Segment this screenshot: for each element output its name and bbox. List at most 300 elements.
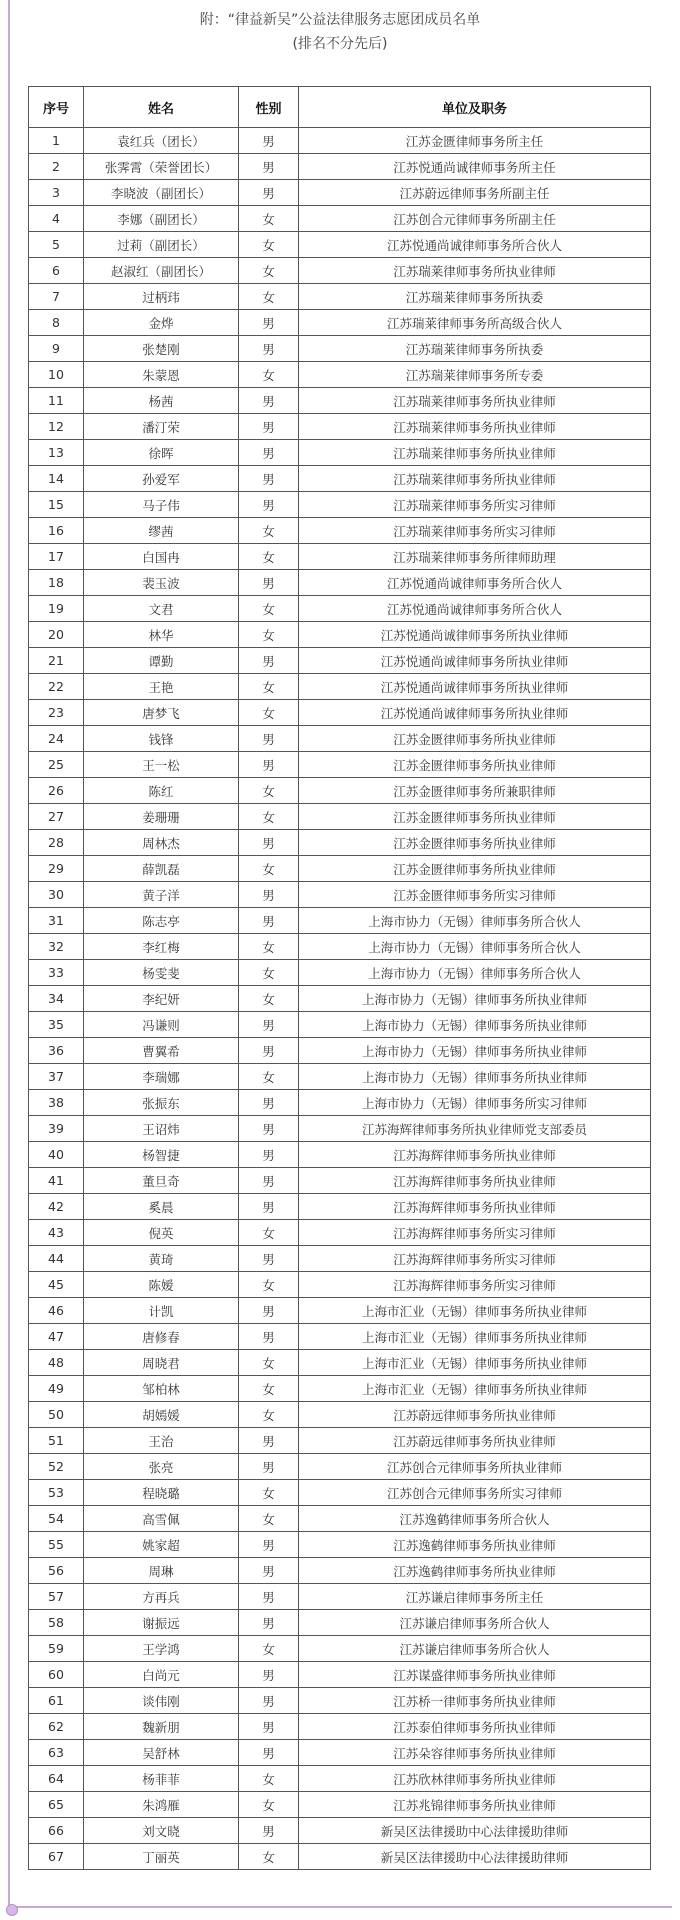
cell-unit-position: 江苏悦通尚诚律师事务所合伙人 bbox=[299, 232, 651, 258]
cell-name: 徐晖 bbox=[84, 440, 239, 466]
cell-index: 64 bbox=[29, 1766, 84, 1792]
table-row bbox=[29, 960, 651, 986]
cell-unit-position: 江苏悦通尚诚律师事务所执业律师 bbox=[299, 674, 651, 700]
cell-unit-position: 江苏悦通尚诚律师事务所主任 bbox=[299, 154, 651, 180]
cell-unit-position: 上海市协力（无锡）律师事务所执业律师 bbox=[299, 1038, 651, 1064]
cell-index: 44 bbox=[29, 1246, 84, 1272]
cell-gender: 男 bbox=[239, 1324, 299, 1350]
cell-unit-position: 江苏瑞莱律师事务所执业律师 bbox=[299, 388, 651, 414]
cell-gender: 女 bbox=[239, 1064, 299, 1090]
cell-index: 46 bbox=[29, 1298, 84, 1324]
cell-unit-position: 江苏金匮律师事务所执业律师 bbox=[299, 830, 651, 856]
table-row bbox=[29, 596, 651, 622]
cell-name: 王一松 bbox=[84, 752, 239, 778]
cell-gender: 女 bbox=[239, 1272, 299, 1298]
cell-gender: 女 bbox=[239, 674, 299, 700]
cell-index: 14 bbox=[29, 466, 84, 492]
table-row bbox=[29, 1792, 651, 1818]
table-row bbox=[29, 414, 651, 440]
table-row bbox=[29, 1402, 651, 1428]
table-row bbox=[29, 778, 651, 804]
cell-unit-position: 上海市协力（无锡）律师事务所执业律师 bbox=[299, 986, 651, 1012]
cell-name: 马子伟 bbox=[84, 492, 239, 518]
table-row bbox=[29, 336, 651, 362]
cell-index: 12 bbox=[29, 414, 84, 440]
cell-unit-position: 江苏悦通尚诚律师事务所执业律师 bbox=[299, 622, 651, 648]
cell-index: 4 bbox=[29, 206, 84, 232]
cell-name: 金烨 bbox=[84, 310, 239, 336]
page-frame-left-border bbox=[8, 0, 10, 1908]
cell-name: 唐修春 bbox=[84, 1324, 239, 1350]
cell-name: 周林杰 bbox=[84, 830, 239, 856]
table-row bbox=[29, 570, 651, 596]
decorative-corner-icon bbox=[6, 1904, 18, 1916]
table-row bbox=[29, 1038, 651, 1064]
cell-name: 胡嫣媛 bbox=[84, 1402, 239, 1428]
cell-name: 李纪妍 bbox=[84, 986, 239, 1012]
cell-index: 67 bbox=[29, 1844, 84, 1870]
cell-unit-position: 江苏逸鹤律师事务所执业律师 bbox=[299, 1532, 651, 1558]
cell-index: 30 bbox=[29, 882, 84, 908]
cell-unit-position: 江苏蔚远律师事务所副主任 bbox=[299, 180, 651, 206]
cell-name: 林华 bbox=[84, 622, 239, 648]
cell-unit-position: 上海市协力（无锡）律师事务所合伙人 bbox=[299, 960, 651, 986]
cell-name: 李瑞娜 bbox=[84, 1064, 239, 1090]
cell-index: 18 bbox=[29, 570, 84, 596]
table-row bbox=[29, 1298, 651, 1324]
cell-gender: 男 bbox=[239, 1298, 299, 1324]
cell-name: 薛凯磊 bbox=[84, 856, 239, 882]
cell-index: 8 bbox=[29, 310, 84, 336]
cell-unit-position: 江苏海辉律师事务所执业律师 bbox=[299, 1142, 651, 1168]
table-row bbox=[29, 1844, 651, 1870]
cell-name: 谢振远 bbox=[84, 1610, 239, 1636]
cell-unit-position: 江苏瑞莱律师事务所专委 bbox=[299, 362, 651, 388]
cell-gender: 女 bbox=[239, 284, 299, 310]
table-row bbox=[29, 154, 651, 180]
cell-index: 65 bbox=[29, 1792, 84, 1818]
cell-gender: 男 bbox=[239, 1142, 299, 1168]
table-row bbox=[29, 1662, 651, 1688]
cell-gender: 男 bbox=[239, 1246, 299, 1272]
cell-unit-position: 江苏金匮律师事务所主任 bbox=[299, 128, 651, 154]
cell-index: 57 bbox=[29, 1584, 84, 1610]
cell-gender: 男 bbox=[239, 1740, 299, 1766]
cell-gender: 男 bbox=[239, 154, 299, 180]
cell-gender: 男 bbox=[239, 648, 299, 674]
cell-name: 王诏炜 bbox=[84, 1116, 239, 1142]
cell-name: 文君 bbox=[84, 596, 239, 622]
cell-unit-position: 上海市汇业（无锡）律师事务所执业律师 bbox=[299, 1324, 651, 1350]
cell-gender: 女 bbox=[239, 518, 299, 544]
cell-name: 张振东 bbox=[84, 1090, 239, 1116]
cell-index: 43 bbox=[29, 1220, 84, 1246]
cell-unit-position: 江苏逸鹤律师事务所合伙人 bbox=[299, 1506, 651, 1532]
cell-name: 奚晨 bbox=[84, 1194, 239, 1220]
table-row bbox=[29, 128, 651, 154]
cell-name: 黄子洋 bbox=[84, 882, 239, 908]
cell-gender: 男 bbox=[239, 310, 299, 336]
table-row bbox=[29, 726, 651, 752]
cell-name: 曹翼希 bbox=[84, 1038, 239, 1064]
cell-index: 17 bbox=[29, 544, 84, 570]
cell-gender: 女 bbox=[239, 934, 299, 960]
cell-unit-position: 江苏悦通尚诚律师事务所执业律师 bbox=[299, 648, 651, 674]
cell-index: 60 bbox=[29, 1662, 84, 1688]
cell-index: 7 bbox=[29, 284, 84, 310]
cell-unit-position: 上海市汇业（无锡）律师事务所执业律师 bbox=[299, 1350, 651, 1376]
cell-index: 11 bbox=[29, 388, 84, 414]
table-row bbox=[29, 1584, 651, 1610]
cell-name: 方再兵 bbox=[84, 1584, 239, 1610]
cell-unit-position: 江苏创合元律师事务所执业律师 bbox=[299, 1454, 651, 1480]
table-row bbox=[29, 674, 651, 700]
cell-name: 张楚刚 bbox=[84, 336, 239, 362]
cell-name: 张亮 bbox=[84, 1454, 239, 1480]
table-row bbox=[29, 700, 651, 726]
cell-name: 杨智捷 bbox=[84, 1142, 239, 1168]
cell-gender: 男 bbox=[239, 440, 299, 466]
cell-gender: 女 bbox=[239, 258, 299, 284]
cell-index: 20 bbox=[29, 622, 84, 648]
cell-name: 冯谦则 bbox=[84, 1012, 239, 1038]
table-row bbox=[29, 1272, 651, 1298]
table-row bbox=[29, 804, 651, 830]
cell-gender: 女 bbox=[239, 544, 299, 570]
cell-gender: 男 bbox=[239, 466, 299, 492]
cell-unit-position: 江苏金匮律师事务所兼职律师 bbox=[299, 778, 651, 804]
cell-index: 33 bbox=[29, 960, 84, 986]
cell-name: 李娜（副团长） bbox=[84, 206, 239, 232]
table-row bbox=[29, 180, 651, 206]
cell-unit-position: 江苏创合元律师事务所实习律师 bbox=[299, 1480, 651, 1506]
cell-gender: 男 bbox=[239, 830, 299, 856]
cell-unit-position: 江苏瑞莱律师事务所执业律师 bbox=[299, 414, 651, 440]
cell-gender: 男 bbox=[239, 180, 299, 206]
table-row bbox=[29, 1350, 651, 1376]
cell-unit-position: 江苏谦启律师事务所合伙人 bbox=[299, 1610, 651, 1636]
cell-unit-position: 江苏金匮律师事务所执业律师 bbox=[299, 752, 651, 778]
cell-name: 杨菲菲 bbox=[84, 1766, 239, 1792]
cell-unit-position: 江苏瑞莱律师事务所实习律师 bbox=[299, 518, 651, 544]
cell-unit-position: 江苏悦通尚诚律师事务所执业律师 bbox=[299, 700, 651, 726]
cell-unit-position: 新吴区法律援助中心法律援助律师 bbox=[299, 1844, 651, 1870]
table-row bbox=[29, 1480, 651, 1506]
table-row bbox=[29, 1012, 651, 1038]
cell-gender: 女 bbox=[239, 1636, 299, 1662]
table-row bbox=[29, 1168, 651, 1194]
cell-index: 59 bbox=[29, 1636, 84, 1662]
cell-unit-position: 江苏海辉律师事务所实习律师 bbox=[299, 1220, 651, 1246]
cell-gender: 女 bbox=[239, 1402, 299, 1428]
cell-index: 5 bbox=[29, 232, 84, 258]
cell-unit-position: 上海市协力（无锡）律师事务所合伙人 bbox=[299, 908, 651, 934]
table-row bbox=[29, 544, 651, 570]
cell-unit-position: 江苏桥一律师事务所执业律师 bbox=[299, 1688, 651, 1714]
table-row bbox=[29, 1714, 651, 1740]
cell-name: 裴玉波 bbox=[84, 570, 239, 596]
table-row bbox=[29, 622, 651, 648]
table-body bbox=[29, 128, 651, 1870]
cell-gender: 女 bbox=[239, 622, 299, 648]
table-row bbox=[29, 258, 651, 284]
table-row bbox=[29, 1142, 651, 1168]
cell-name: 王治 bbox=[84, 1428, 239, 1454]
cell-name: 王艳 bbox=[84, 674, 239, 700]
cell-index: 45 bbox=[29, 1272, 84, 1298]
cell-name: 魏新朋 bbox=[84, 1714, 239, 1740]
cell-gender: 女 bbox=[239, 362, 299, 388]
cell-name: 丁丽英 bbox=[84, 1844, 239, 1870]
table-row bbox=[29, 908, 651, 934]
cell-index: 66 bbox=[29, 1818, 84, 1844]
table-row bbox=[29, 1324, 651, 1350]
cell-unit-position: 上海市协力（无锡）律师事务所合伙人 bbox=[299, 934, 651, 960]
cell-name: 周晓君 bbox=[84, 1350, 239, 1376]
cell-index: 34 bbox=[29, 986, 84, 1012]
cell-name: 白国冉 bbox=[84, 544, 239, 570]
cell-name: 陈红 bbox=[84, 778, 239, 804]
cell-index: 53 bbox=[29, 1480, 84, 1506]
table-row bbox=[29, 752, 651, 778]
cell-name: 周琳 bbox=[84, 1558, 239, 1584]
table-row bbox=[29, 492, 651, 518]
cell-gender: 女 bbox=[239, 960, 299, 986]
cell-index: 3 bbox=[29, 180, 84, 206]
cell-unit-position: 江苏悦通尚诚律师事务所合伙人 bbox=[299, 596, 651, 622]
cell-name: 谈伟刚 bbox=[84, 1688, 239, 1714]
cell-name: 陈嫒 bbox=[84, 1272, 239, 1298]
header-name: 姓名 bbox=[84, 87, 239, 128]
cell-index: 23 bbox=[29, 700, 84, 726]
cell-name: 李红梅 bbox=[84, 934, 239, 960]
table-row bbox=[29, 856, 651, 882]
document-title: 附：“律益新吴”公益法律服务志愿团成员名单 bbox=[199, 12, 481, 28]
cell-unit-position: 江苏朵容律师事务所执业律师 bbox=[299, 1740, 651, 1766]
cell-unit-position: 江苏瑞莱律师事务所执业律师 bbox=[299, 258, 651, 284]
cell-gender: 男 bbox=[239, 388, 299, 414]
table-row bbox=[29, 1064, 651, 1090]
table-row bbox=[29, 648, 651, 674]
cell-gender: 男 bbox=[239, 492, 299, 518]
cell-unit-position: 江苏瑞莱律师事务所实习律师 bbox=[299, 492, 651, 518]
cell-name: 唐梦飞 bbox=[84, 700, 239, 726]
cell-gender: 女 bbox=[239, 856, 299, 882]
cell-gender: 男 bbox=[239, 1662, 299, 1688]
cell-name: 朱蒙恩 bbox=[84, 362, 239, 388]
cell-unit-position: 江苏蔚远律师事务所执业律师 bbox=[299, 1402, 651, 1428]
table-row bbox=[29, 388, 651, 414]
cell-index: 31 bbox=[29, 908, 84, 934]
table-row bbox=[29, 362, 651, 388]
cell-name: 过莉（副团长） bbox=[84, 232, 239, 258]
cell-index: 47 bbox=[29, 1324, 84, 1350]
table-row bbox=[29, 1194, 651, 1220]
cell-name: 张霁霄（荣誉团长） bbox=[84, 154, 239, 180]
cell-index: 56 bbox=[29, 1558, 84, 1584]
cell-gender: 女 bbox=[239, 596, 299, 622]
cell-name: 姜珊珊 bbox=[84, 804, 239, 830]
cell-name: 朱鸿雁 bbox=[84, 1792, 239, 1818]
cell-index: 50 bbox=[29, 1402, 84, 1428]
table-row bbox=[29, 1246, 651, 1272]
cell-gender: 男 bbox=[239, 726, 299, 752]
cell-gender: 女 bbox=[239, 1792, 299, 1818]
cell-name: 钱锋 bbox=[84, 726, 239, 752]
cell-gender: 男 bbox=[239, 1428, 299, 1454]
table-row bbox=[29, 310, 651, 336]
cell-name: 杨雯斐 bbox=[84, 960, 239, 986]
cell-index: 54 bbox=[29, 1506, 84, 1532]
table-row bbox=[29, 1376, 651, 1402]
cell-gender: 女 bbox=[239, 1506, 299, 1532]
cell-index: 39 bbox=[29, 1116, 84, 1142]
table-row bbox=[29, 986, 651, 1012]
cell-index: 19 bbox=[29, 596, 84, 622]
table-row bbox=[29, 1688, 651, 1714]
cell-unit-position: 江苏蔚远律师事务所执业律师 bbox=[299, 1428, 651, 1454]
table-row bbox=[29, 206, 651, 232]
cell-unit-position: 江苏瑞莱律师事务所执委 bbox=[299, 336, 651, 362]
table-row bbox=[29, 1428, 651, 1454]
cell-index: 35 bbox=[29, 1012, 84, 1038]
cell-unit-position: 江苏瑞莱律师事务所高级合伙人 bbox=[299, 310, 651, 336]
table-row bbox=[29, 1454, 651, 1480]
table-row bbox=[29, 1090, 651, 1116]
cell-unit-position: 江苏海辉律师事务所实习律师 bbox=[299, 1246, 651, 1272]
table-row bbox=[29, 1766, 651, 1792]
cell-index: 37 bbox=[29, 1064, 84, 1090]
cell-index: 52 bbox=[29, 1454, 84, 1480]
cell-unit-position: 江苏谋盛律师事务所执业律师 bbox=[299, 1662, 651, 1688]
cell-index: 40 bbox=[29, 1142, 84, 1168]
header-unit-position: 单位及职务 bbox=[299, 87, 651, 128]
cell-unit-position: 上海市协力（无锡）律师事务所执业律师 bbox=[299, 1064, 651, 1090]
cell-name: 孙爱军 bbox=[84, 466, 239, 492]
table-row bbox=[29, 466, 651, 492]
cell-unit-position: 江苏金匮律师事务所执业律师 bbox=[299, 856, 651, 882]
cell-unit-position: 江苏谦启律师事务所主任 bbox=[299, 1584, 651, 1610]
cell-gender: 男 bbox=[239, 336, 299, 362]
cell-name: 陈志亭 bbox=[84, 908, 239, 934]
cell-name: 刘文晓 bbox=[84, 1818, 239, 1844]
cell-gender: 男 bbox=[239, 1168, 299, 1194]
cell-unit-position: 江苏海辉律师事务所执业律师 bbox=[299, 1168, 651, 1194]
cell-unit-position: 上海市协力（无锡）律师事务所实习律师 bbox=[299, 1090, 651, 1116]
cell-unit-position: 江苏金匮律师事务所实习律师 bbox=[299, 882, 651, 908]
table-row bbox=[29, 934, 651, 960]
table-header-row bbox=[29, 87, 651, 128]
cell-gender: 女 bbox=[239, 1350, 299, 1376]
cell-gender: 女 bbox=[239, 1480, 299, 1506]
cell-gender: 男 bbox=[239, 1038, 299, 1064]
table-row bbox=[29, 882, 651, 908]
cell-name: 姚家超 bbox=[84, 1532, 239, 1558]
cell-gender: 女 bbox=[239, 206, 299, 232]
cell-name: 杨茜 bbox=[84, 388, 239, 414]
cell-index: 29 bbox=[29, 856, 84, 882]
cell-unit-position: 上海市汇业（无锡）律师事务所执业律师 bbox=[299, 1298, 651, 1324]
cell-name: 董旦奇 bbox=[84, 1168, 239, 1194]
cell-index: 27 bbox=[29, 804, 84, 830]
cell-gender: 女 bbox=[239, 1766, 299, 1792]
table-row bbox=[29, 1116, 651, 1142]
cell-name: 计凯 bbox=[84, 1298, 239, 1324]
cell-index: 26 bbox=[29, 778, 84, 804]
table-row bbox=[29, 830, 651, 856]
cell-gender: 男 bbox=[239, 752, 299, 778]
table-row bbox=[29, 1532, 651, 1558]
cell-gender: 男 bbox=[239, 1012, 299, 1038]
cell-gender: 男 bbox=[239, 1116, 299, 1142]
cell-unit-position: 江苏金匮律师事务所执业律师 bbox=[299, 726, 651, 752]
cell-gender: 男 bbox=[239, 128, 299, 154]
cell-name: 程晓璐 bbox=[84, 1480, 239, 1506]
cell-unit-position: 江苏瑞莱律师事务所执委 bbox=[299, 284, 651, 310]
cell-index: 1 bbox=[29, 128, 84, 154]
cell-gender: 女 bbox=[239, 804, 299, 830]
cell-index: 42 bbox=[29, 1194, 84, 1220]
cell-unit-position: 江苏瑞莱律师事务所执业律师 bbox=[299, 440, 651, 466]
cell-index: 13 bbox=[29, 440, 84, 466]
cell-unit-position: 上海市汇业（无锡）律师事务所执业律师 bbox=[299, 1376, 651, 1402]
cell-gender: 男 bbox=[239, 1610, 299, 1636]
cell-gender: 女 bbox=[239, 986, 299, 1012]
cell-unit-position: 上海市协力（无锡）律师事务所执业律师 bbox=[299, 1012, 651, 1038]
cell-index: 6 bbox=[29, 258, 84, 284]
cell-index: 51 bbox=[29, 1428, 84, 1454]
table-row bbox=[29, 1610, 651, 1636]
cell-name: 邹柏林 bbox=[84, 1376, 239, 1402]
cell-gender: 男 bbox=[239, 1532, 299, 1558]
cell-gender: 女 bbox=[239, 700, 299, 726]
table-row bbox=[29, 284, 651, 310]
cell-unit-position: 江苏谦启律师事务所合伙人 bbox=[299, 1636, 651, 1662]
table-row bbox=[29, 1220, 651, 1246]
cell-index: 22 bbox=[29, 674, 84, 700]
cell-index: 36 bbox=[29, 1038, 84, 1064]
page-frame-bottom-border bbox=[8, 1906, 672, 1908]
cell-gender: 男 bbox=[239, 882, 299, 908]
cell-index: 9 bbox=[29, 336, 84, 362]
cell-gender: 男 bbox=[239, 1688, 299, 1714]
cell-index: 41 bbox=[29, 1168, 84, 1194]
cell-name: 潘汀荣 bbox=[84, 414, 239, 440]
cell-unit-position: 江苏海辉律师事务所执业律师党支部委员 bbox=[299, 1116, 651, 1142]
cell-gender: 男 bbox=[239, 908, 299, 934]
table-row bbox=[29, 1740, 651, 1766]
cell-index: 16 bbox=[29, 518, 84, 544]
cell-gender: 男 bbox=[239, 414, 299, 440]
document-subtitle: (排名不分先后) bbox=[292, 36, 388, 52]
cell-gender: 男 bbox=[239, 1584, 299, 1610]
cell-gender: 男 bbox=[239, 1714, 299, 1740]
cell-unit-position: 新吴区法律援助中心法律援助律师 bbox=[299, 1818, 651, 1844]
cell-index: 58 bbox=[29, 1610, 84, 1636]
cell-gender: 男 bbox=[239, 570, 299, 596]
table-row bbox=[29, 440, 651, 466]
header-gender: 性别 bbox=[239, 87, 299, 128]
cell-gender: 男 bbox=[239, 1818, 299, 1844]
table-row bbox=[29, 518, 651, 544]
cell-name: 高雪佩 bbox=[84, 1506, 239, 1532]
cell-index: 2 bbox=[29, 154, 84, 180]
cell-unit-position: 江苏金匮律师事务所执业律师 bbox=[299, 804, 651, 830]
cell-unit-position: 江苏兆锦律师事务所执业律师 bbox=[299, 1792, 651, 1818]
cell-index: 28 bbox=[29, 830, 84, 856]
cell-gender: 男 bbox=[239, 1194, 299, 1220]
cell-unit-position: 江苏创合元律师事务所副主任 bbox=[299, 206, 651, 232]
